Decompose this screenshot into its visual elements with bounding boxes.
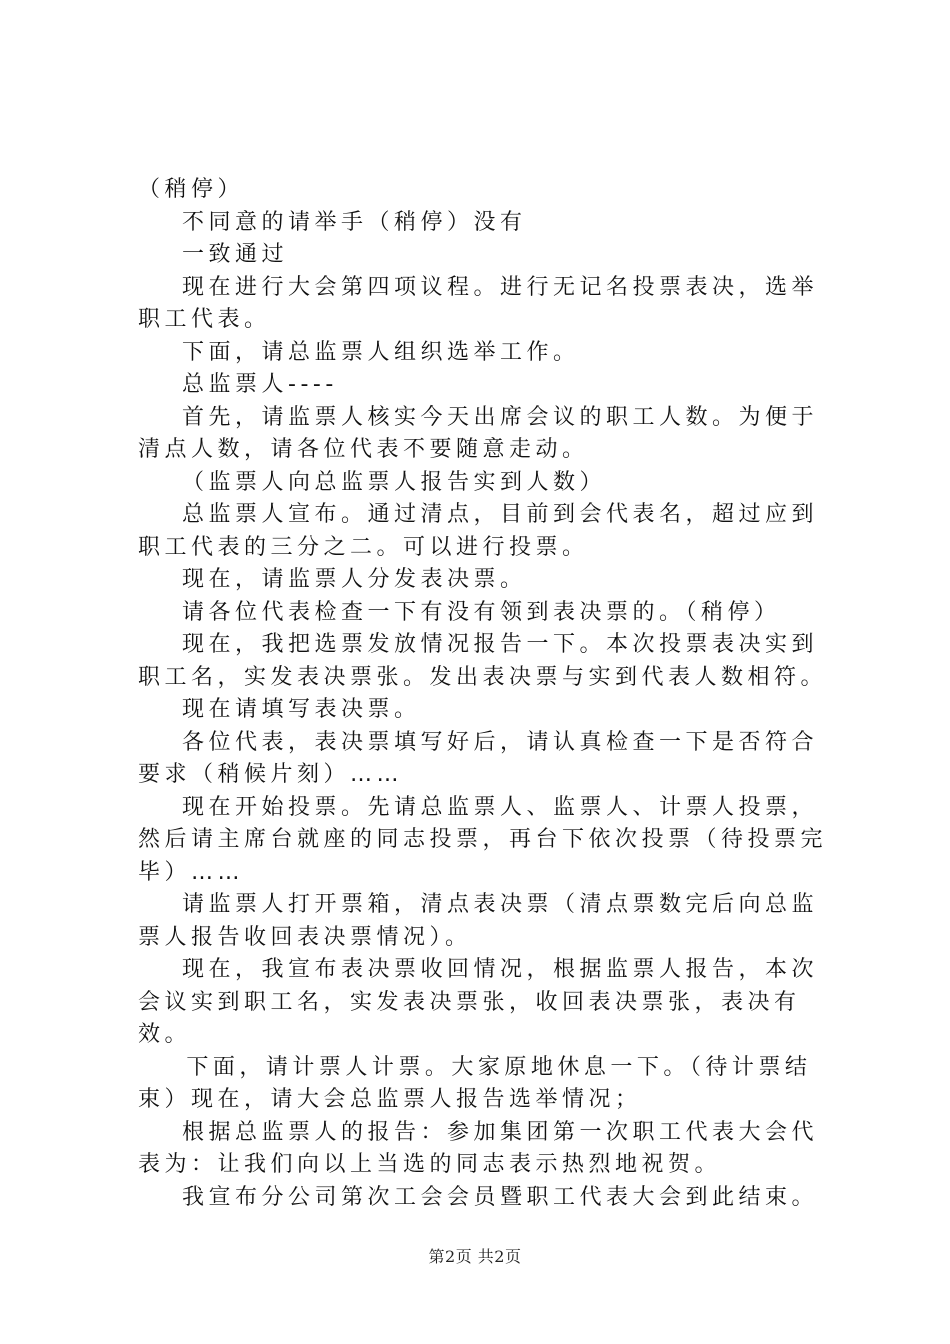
paragraph: 我宣布分公司第次工会会员暨职工代表大会到此结束。 (182, 1184, 819, 1210)
paragraph: 现在，我把选票发放情况报告一下。本次投票表决实到职工名，实发表决票张。发出表决票与实到代表人数相符。 (138, 632, 828, 690)
paragraph: 各位代表，表决票填写好后，请认真检查一下是否符合要求（稍候片刻）…… (138, 729, 819, 787)
page-number-footer: 第2页 共2页 (428, 1247, 522, 1266)
paragraph: 现在，我宣布表决票收回情况，根据监票人报告，本次会议实到职工名，实发表决票张，收回表决票张，表决有效。 (138, 957, 819, 1047)
paragraph: 不同意的请举手（稍停）没有 (182, 209, 527, 235)
paragraph: 请监票人打开票箱，清点表决票（清点票数完后向总监票人报告收回表决票情况）。 (138, 892, 819, 950)
paragraph: 请各位代表检查一下有没有领到表决票的。（稍停） (182, 599, 781, 625)
paragraph: 首先，请监票人核实今天出席会议的职工人数。为便于清点人数，请各位代表不要随意走动。 (138, 404, 819, 462)
paragraph: 总监票人---- (182, 372, 338, 397)
paragraph: （稍停） (138, 177, 245, 202)
document-body (138, 174, 840, 1214)
paragraph: 下面，请总监票人组织选举工作。 (182, 339, 580, 365)
paragraph: 总监票人宣布。通过清点，目前到会代表名，超过应到职工代表的三分之二。可以进行投票。 (138, 502, 819, 560)
paragraph: 根据总监票人的报告：参加集团第一次职工代表大会代表为：让我们向以上当选的同志表示热烈地祝贺。 (138, 1119, 819, 1177)
paragraph: 现在，请监票人分发表决票。 (182, 567, 527, 592)
paragraph: 现在开始投票。先请总监票人、监票人、计票人投票，然后请主席台就座的同志投票，再台下依次投票（待投票完毕）…… (138, 794, 828, 885)
paragraph: 下面，请计票人计票。大家原地休息一下。（待计票结束）现在，请大会总监票人报告选举情况； (138, 1054, 812, 1112)
paragraph: 现在请填写表决票。 (182, 697, 421, 722)
paragraph: 现在进行大会第四项议程。进行无记名投票表决，选举职工代表。 (138, 274, 819, 332)
paragraph: （监票人向总监票人报告实到人数） (182, 469, 607, 495)
paragraph: 一致通过 (182, 242, 289, 267)
